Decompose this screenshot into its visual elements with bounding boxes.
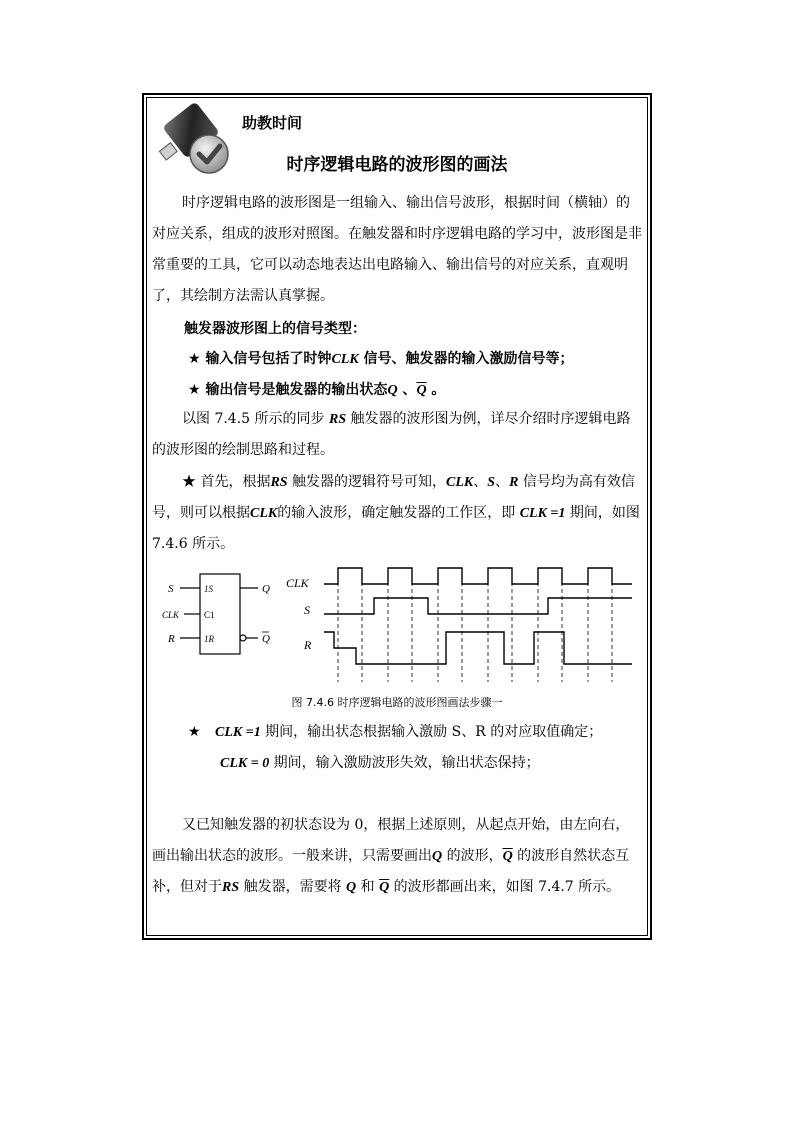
figure-7-4-6 — [162, 564, 632, 682]
pin-1s: 1S — [204, 584, 213, 594]
signal-type-item-output: ★ 输出信号是触发器的输出状态Q 、$\overline{Q}$ 。 — [188, 382, 446, 398]
star-icon: ★ — [188, 724, 201, 740]
section-header-label: 助教时间 — [242, 114, 303, 132]
rule-clk-high: ★ CLK =1 期间，输出状态根据输入激励 S、R 的对应取值确定； — [188, 724, 603, 740]
wave-label-s: S — [304, 603, 310, 617]
label-out-q: Q — [262, 583, 270, 595]
output-bubble — [240, 635, 246, 641]
example-paragraph: 以图 7.4.5 所示的同步 RS 触发器的波形图为例，详尽介绍时序逻辑电路的波形图的绘制思路和过程。 — [152, 411, 631, 458]
wave-s — [324, 598, 632, 614]
rs-flipflop-symbol — [180, 574, 258, 654]
star-icon: ★ — [182, 474, 196, 490]
pin-1r: 1R — [204, 634, 214, 644]
sampling-guides — [338, 568, 612, 682]
wave-label-r: R — [304, 638, 312, 652]
label-in-s: S — [168, 583, 174, 595]
figure-caption: 图 7.4.6 时序逻辑电路的波形图画法步骤一 — [291, 696, 503, 709]
star-icon: ★ — [188, 382, 201, 398]
signal-type-item-input: ★ 输入信号包括了时钟CLK 信号、触发器的输入激励信号等； — [188, 351, 574, 367]
label-in-clk: CLK — [162, 610, 180, 620]
rule-clk-low: CLK = 0 期间，输入激励波形失效，输出状态保持； — [220, 755, 540, 771]
conclusion-paragraph: 又已知触发器的初状态设为 0，根据上述原则，从起点开始，由左向右，画出输出状态的波形。一般来讲，只需要画出Q 的波形，$\overline{Q}$ 的波形自然状态互补，但对于RS 触发器，需要将 Q 和 $\overline{Q}$ 的波形都画出来，如图 7.4.7 所示。 — [152, 817, 630, 895]
label-out-qbar: Q — [262, 633, 270, 645]
star-icon: ★ — [188, 351, 201, 367]
wave-r — [324, 632, 632, 664]
intro-paragraph: 时序逻辑电路的波形图是一组输入、输出信号波形，根据时间（横轴）的对应关系，组成的波形对照图。在触发器和时序逻辑电路的学习中，波形图是非常重要的工具，它可以动态地表达出电路输入、输出信号的对应关系，直观明了，其绘制方法需认真掌握。 — [152, 195, 642, 304]
pin-c1: C1 — [204, 610, 215, 620]
signal-types-heading: 触发器波形图上的信号类型： — [184, 321, 366, 337]
wave-label-clk: CLK — [286, 576, 309, 590]
wave-clk — [324, 568, 632, 584]
label-in-r: R — [168, 633, 175, 645]
step1-paragraph: ★ 首先，根据RS 触发器的逻辑符号可知，CLK、S、R 信号均为高有效信号，则可以根据CLK的输入波形，确定触发器的工作区，即 CLK =1 期间，如图 7.4.6 所示。 — [152, 474, 640, 552]
page-title: 时序逻辑电路的波形图的画法 — [286, 155, 508, 175]
